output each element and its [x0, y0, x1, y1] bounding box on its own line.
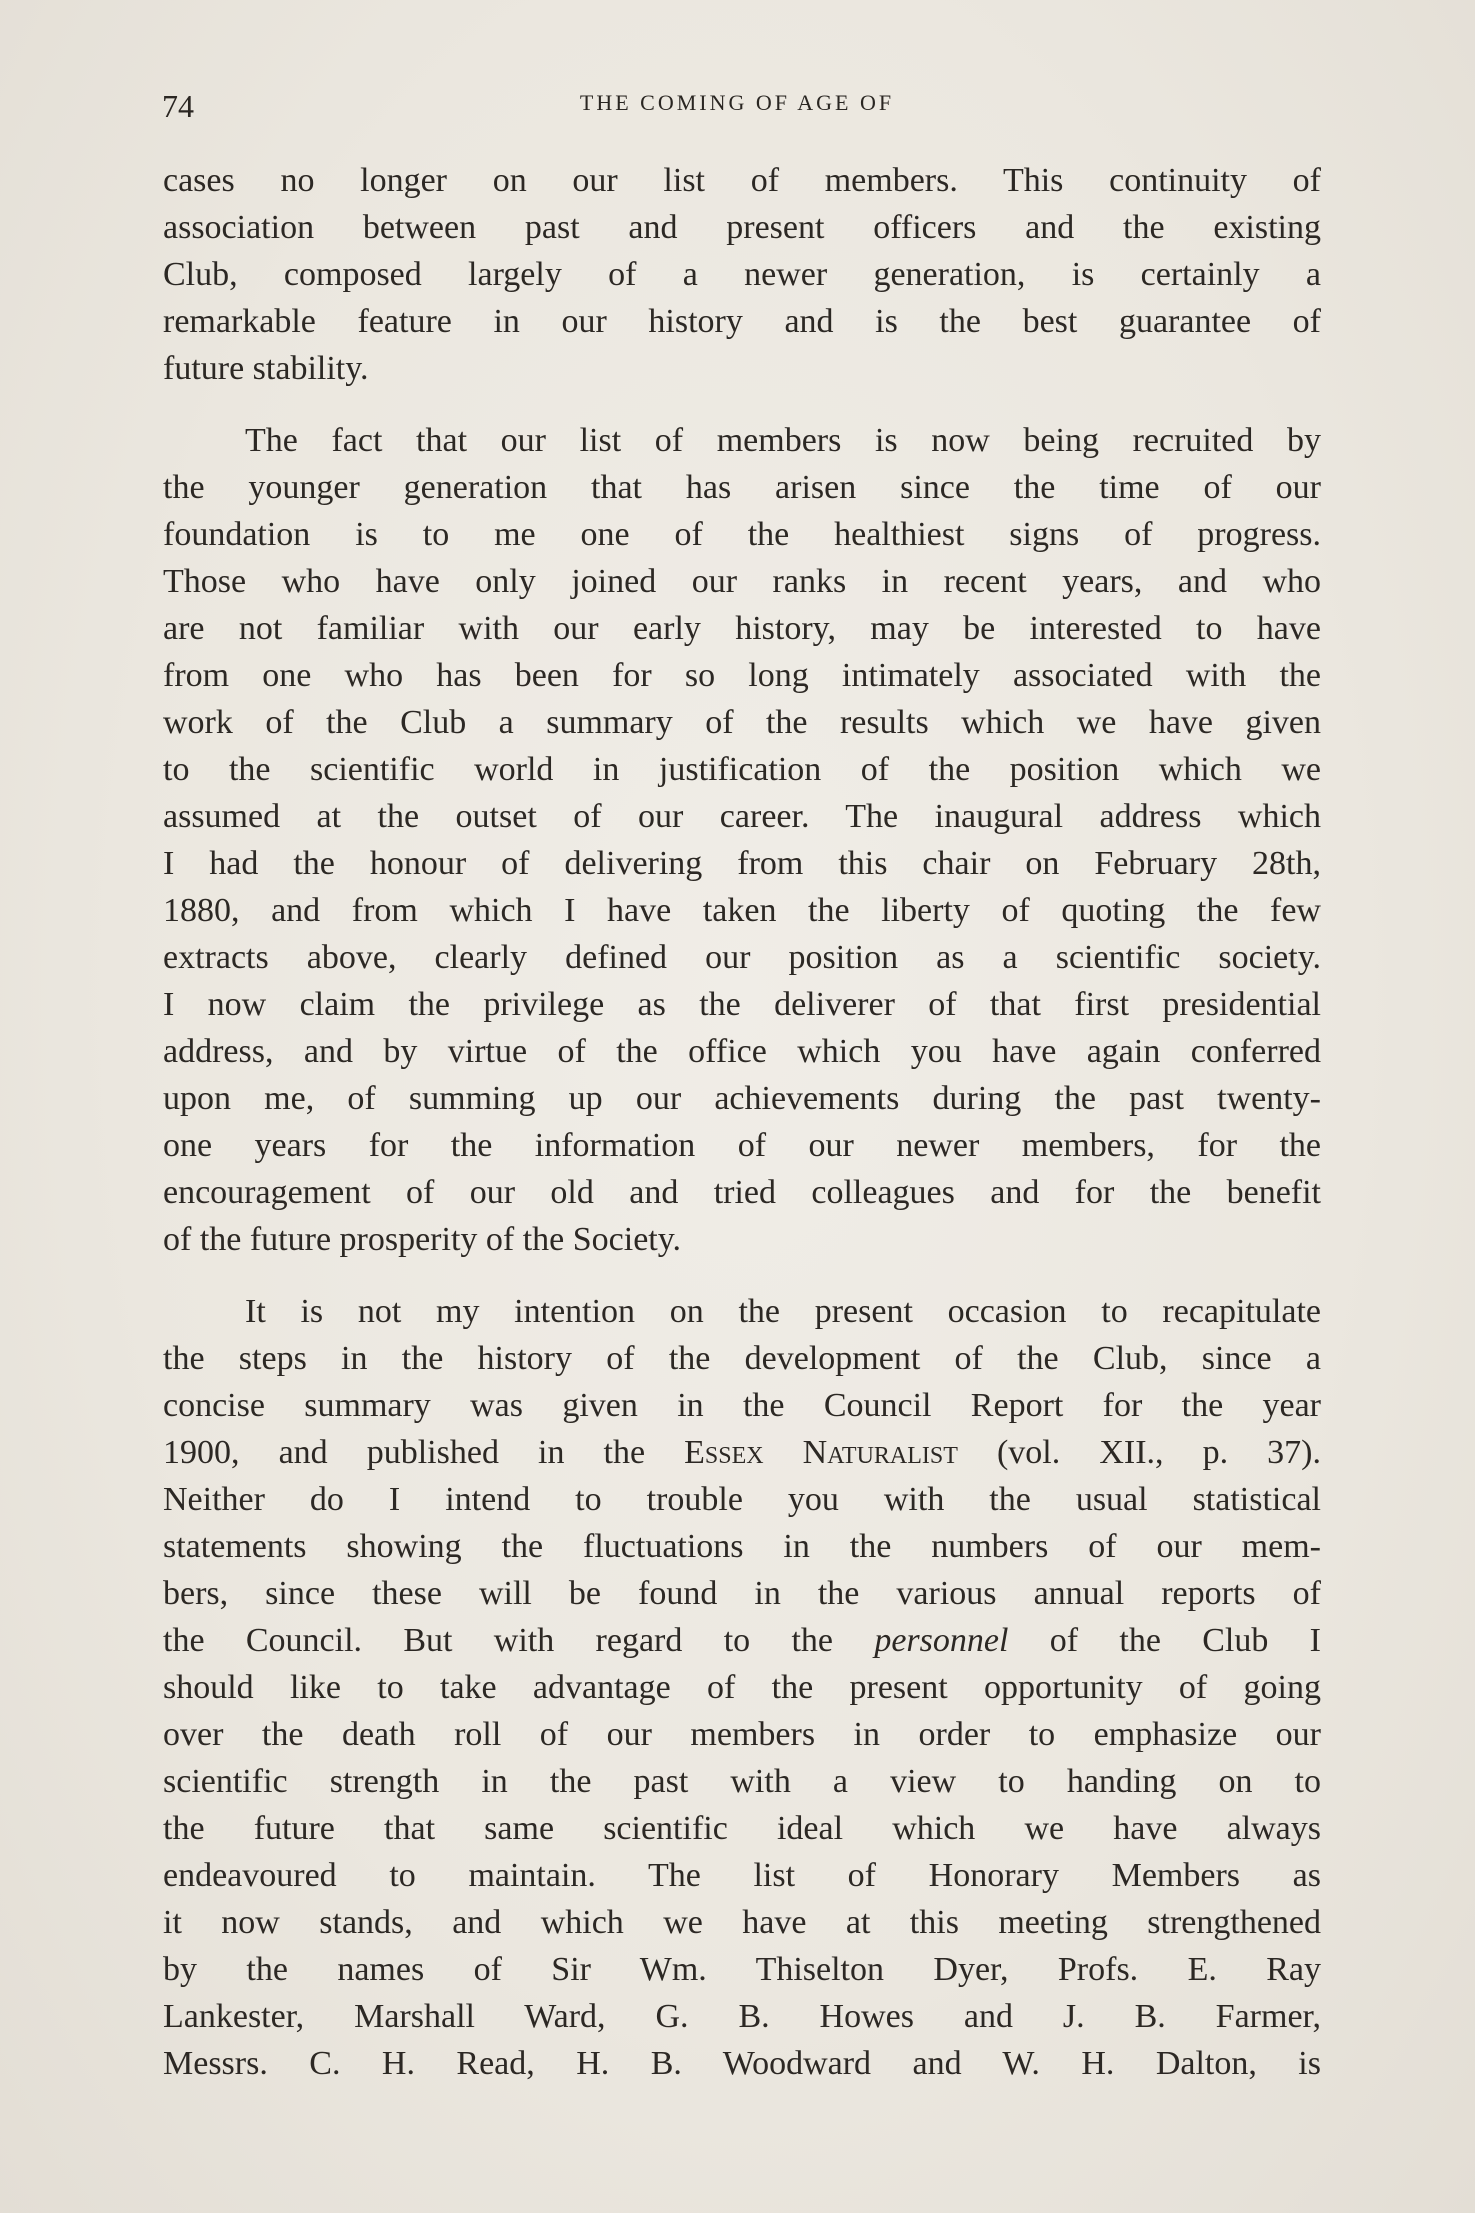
journal-reference: (vol. XII., p. 37).: [957, 1434, 1321, 1471]
text-line: the future that same scientific ideal which we have always: [163, 1810, 1321, 1847]
text-line: statements showing the fluctuations in the numbers of our mem-: [163, 1528, 1321, 1565]
text-line: should like to take advantage of the present opportunity of going: [163, 1669, 1321, 1706]
text-line: work of the Club a summary of the results which we have given: [163, 704, 1321, 741]
text-line: are not familiar with our early history, may be interested to have: [163, 610, 1321, 647]
text-line: Club, composed largely of a newer generation, is certainly a: [163, 256, 1321, 293]
text-line: over the death roll of our members in order to emphasize our: [163, 1716, 1321, 1753]
text-line: [163, 1617, 1321, 1664]
text-line: Neither do I intend to trouble you with the usual statistical: [163, 1481, 1321, 1518]
text-line: to the scientific world in justification of the position which we: [163, 751, 1321, 788]
text-line: address, and by virtue of the office which you have again conferred: [163, 1033, 1321, 1070]
text-line: I had the honour of delivering from this chair on February 28th,: [163, 845, 1321, 882]
body-text: [163, 157, 1321, 2087]
text-fragment: the Council. But with regard to the: [163, 1622, 875, 1659]
text-line: Messrs. C. H. Read, H. B. Woodward and W. H. Dalton, is: [163, 2045, 1321, 2082]
text-line: bers, since these will be found in the various annual reports of: [163, 1575, 1321, 1612]
text-line: It is not my intention on the present occasion to recapitulate: [245, 1293, 1321, 1330]
text-line: assumed at the outset of our career. The inaugural address which: [163, 798, 1321, 835]
paragraph-3: [163, 1288, 1321, 2087]
text-line: concise summary was given in the Council Report for the year: [163, 1387, 1321, 1424]
text-line: one years for the information of our newer members, for the: [163, 1127, 1321, 1164]
text-line: endeavoured to maintain. The list of Honorary Members as: [163, 1857, 1321, 1894]
text-line: the younger generation that has arisen since the time of our: [163, 469, 1321, 506]
text-line: remarkable feature in our history and is the best guarantee of: [163, 303, 1321, 340]
paragraph-1: [163, 157, 1321, 392]
running-title: THE COMING OF AGE OF: [579, 90, 895, 115]
text-line: The fact that our list of members is now being recruited by: [245, 422, 1321, 459]
text-line: cases no longer on our list of members. This continuity of: [163, 162, 1321, 199]
text-line: [163, 1429, 1321, 1476]
text-line: Lankester, Marshall Ward, G. B. Howes and J. B. Farmer,: [163, 1998, 1321, 2035]
text-line: upon me, of summing up our achievements during the past twenty-: [163, 1080, 1321, 1117]
text-line: it now stands, and which we have at this meeting strengthened: [163, 1904, 1321, 1941]
text-line: the steps in the history of the development of the Club, since a: [163, 1340, 1321, 1377]
paragraph-2: [163, 417, 1321, 1263]
text-line: encouragement of our old and tried colleagues and for the benefit: [163, 1174, 1321, 1211]
text-line: association between past and present officers and the existing: [163, 209, 1321, 246]
text-line: I now claim the privilege as the deliverer of that first presidential: [163, 986, 1321, 1023]
text-line: scientific strength in the past with a view to handing on to: [163, 1763, 1321, 1800]
page-number: 74: [162, 88, 194, 124]
text-line: extracts above, clearly defined our position as a scientific society.: [163, 939, 1321, 976]
text-line: by the names of Sir Wm. Thiselton Dyer, Profs. E. Ray: [163, 1951, 1321, 1988]
italic-term: personnel: [874, 1622, 1009, 1659]
text-fragment: 1900, and published in the: [163, 1434, 685, 1471]
text-line: 1880, and from which I have taken the liberty of quoting the few: [163, 892, 1321, 929]
journal-name: Essex Naturalist: [684, 1434, 958, 1471]
text-line: Those who have only joined our ranks in recent years, and who: [163, 563, 1321, 600]
text-line: foundation is to me one of the healthiest signs of progress.: [163, 516, 1321, 553]
text-fragment: of the Club I: [1008, 1622, 1322, 1659]
running-head: [162, 88, 1312, 128]
text-line: future stability.: [163, 350, 369, 387]
text-line: of the future prosperity of the Society.: [163, 1221, 682, 1258]
text-line: from one who has been for so long intimately associated with the: [163, 657, 1321, 694]
